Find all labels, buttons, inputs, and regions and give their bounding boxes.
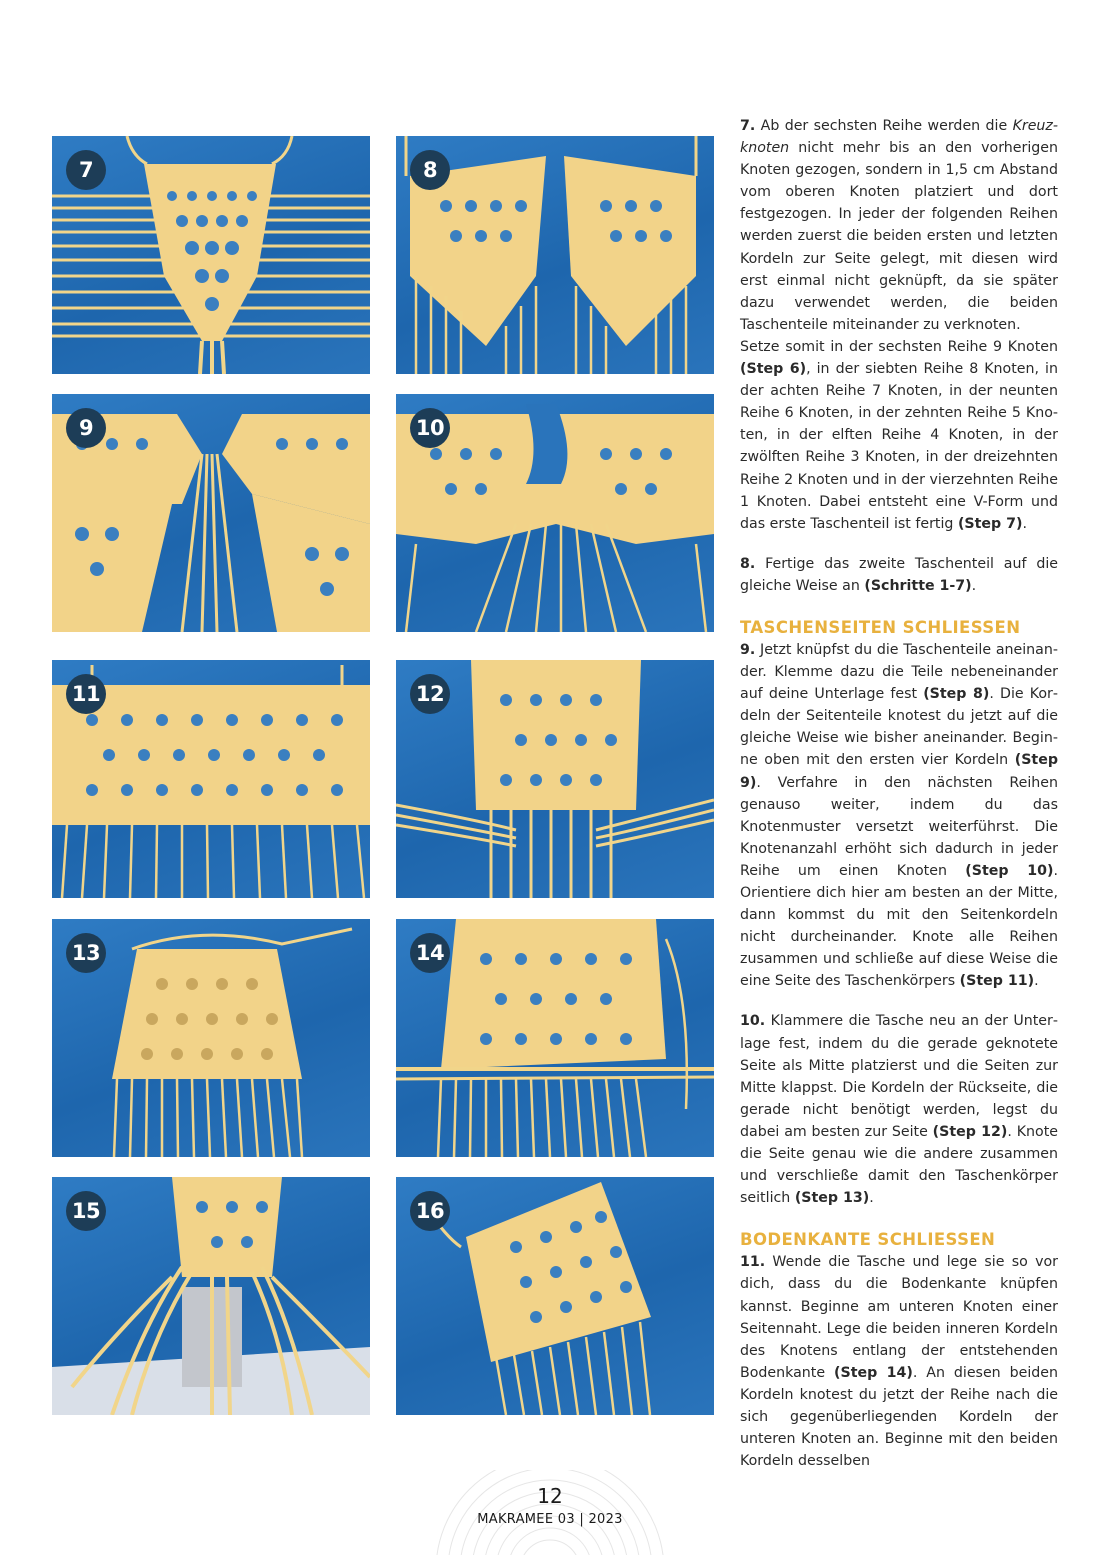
photo-step-10 — [396, 394, 714, 632]
photo-step-14 — [396, 919, 714, 1157]
paragraph-step-7-continued: Setze somit in der sechsten Reihe 9 Knoten (Step 6), in der siebten Reihe 8 Knoten, in der achten Reihe 7 Knoten, in der neunten Reihe 6 Knoten, in der zehnten Reihe 5 Knoten, in der elften Reihe 4 Knoten, in der zwölften Reihe 3 Knoten, in der dreizehnten Reihe 2 Knoten und in der vierzehnten Reihe 1 Knoten. Dabei entsteht eine V-Form und das erste Taschenteil ist fertig (Step 7). — [740, 338, 1058, 532]
photo-step-8 — [396, 136, 714, 374]
step-badge: 16 — [410, 1191, 450, 1231]
step-badge: 8 — [410, 150, 450, 190]
paragraph-step-8: 8. Fertige das zweite Taschenteil auf die gleiche Weise an (Schritte 1-7). — [740, 555, 1058, 594]
section-heading: TASCHENSEITEN SCHLIESSEN — [740, 617, 1021, 637]
step-badge: 7 — [66, 150, 106, 190]
step-badge: 10 — [410, 408, 450, 448]
step-badge: 15 — [66, 1191, 106, 1231]
photo-step-9 — [52, 394, 370, 632]
magazine-issue: MAKRAMEE 03 | 2023 — [477, 1512, 623, 1527]
step-badge: 14 — [410, 933, 450, 973]
step-badge: 11 — [66, 674, 106, 714]
step-badge: 13 — [66, 933, 106, 973]
photo-step-12 — [396, 660, 714, 898]
step-badge: 9 — [66, 408, 106, 448]
instructions-column — [740, 115, 1058, 1472]
section-heading: BODENKANTE SCHLIESSEN — [740, 1230, 996, 1250]
photo-step-7 — [52, 136, 370, 374]
paragraph-step-9: 9. Jetzt knüpfst du die Taschenteile aneinander. Klemme dazu die Teile nebeneinander auf deine Unterlage fest (Step 8). Die Kordeln der Seitenteile knotest du jetzt auf die gleiche Weise wie bisher aneinander. Beginne oben mit den ersten vier Kordeln (Step 9). Verfahre in den nächsten Reihen genauso weiter, indem du das Knotenmuster versetzt weiterführst. Die Knotenanzahl erhöht sich dadurch in jeder Reihe um einen Knoten (Step 10). Orientiere dich hier am besten an der Mitte, dann kommst du mit den Seitenkordeln nicht durcheinander. Knote alle Reihen zusammen und schließe auf diese Weise die eine Seite des Taschenkörpers (Step 11). — [740, 641, 1058, 990]
photo-step-15 — [52, 1177, 370, 1415]
photo-step-11 — [52, 660, 370, 898]
photo-step-13 — [52, 919, 370, 1157]
paragraph-step-11: 11. Wende die Tasche und lege sie so vor dich, dass du die Bodenkante knüpfen kannst. Beginne am unteren Knoten einer Seitennaht. Lege die beiden inneren Kordeln des Knotens entlang der entstehenden Bodenkante (Step 14). An diesen beiden Kordeln knotest du jetzt der Reihe nach die sich gegenüberliegenden Kordeln der unteren Knoten an. Beginne mit den beiden Kordeln desselben — [740, 1254, 1058, 1470]
step-badge: 12 — [410, 674, 450, 714]
paragraph-step-10: 10. Klammere die Tasche neu an der Unterlage fest, indem du die gerade geknotete Seite als Mitte platzierst und die Seiten zur Mitte klappst. Die Kordeln der Rückseite, die gerade nicht benötigt werden, legst du dabei am besten zur Seite (Step 12). Knote die Seite genau wie die andere zusammen und verschließe damit den Taschenkörper seitlich (Step 13). — [740, 1013, 1058, 1207]
page-number: 12 — [537, 1484, 563, 1508]
paragraph-step-7: 7. Ab der sechsten Reihe werden die Kreuzknoten nicht mehr bis an den vorherigen Knoten gezogen, sondern in 1,5 cm Abstand vom oberen Knoten platziert und dort festgezogen. In jeder der folgenden Reihen werden zuerst die beiden ersten und letzten Kordeln zur Seite gelegt, mit diesen wird erst einmal nicht geknüpft, da sie später dazu verwendet werden, die beiden Taschenteile miteinander zu verknoten. — [740, 118, 1058, 333]
photo-step-16 — [396, 1177, 714, 1415]
